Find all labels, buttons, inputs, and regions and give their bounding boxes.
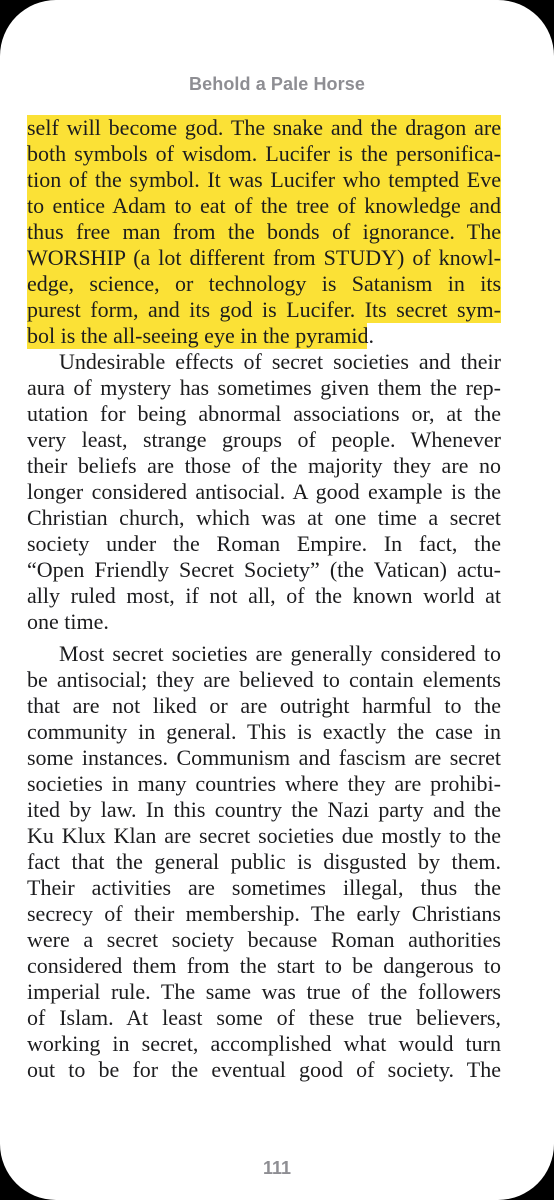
- text-line: one time.: [27, 609, 109, 634]
- text-line: Their activities are sometimes illegal, thus the: [27, 875, 501, 900]
- highlighted-passage-end[interactable]: [27, 323, 375, 349]
- highlighted-passage[interactable]: [27, 115, 501, 323]
- text-line: aura of mystery has sometimes given them the rep-: [27, 375, 501, 400]
- text-line: ited by law. In this country the Nazi party and the: [27, 797, 501, 822]
- text-line: of Islam. At least some of these true believers,: [27, 1005, 501, 1030]
- text-line: WORSHIP (a lot different from STUDY) of knowl-: [27, 245, 501, 270]
- text-line: Christian church, which was at one time a secret: [27, 505, 501, 530]
- text-line: Undesirable effects of secret societies and their: [59, 349, 501, 374]
- paragraph: [27, 641, 501, 1083]
- text-line: secrecy of their membership. The early Christians: [27, 901, 501, 926]
- text-line: self will become god. The snake and the dragon are: [27, 115, 501, 140]
- text-line: purest form, and its god is Lucifer. Its secret sym-: [27, 297, 501, 322]
- text-line: edge, science, or technology is Satanism in its: [27, 271, 501, 296]
- text-line: out to be for the eventual good of society. The: [27, 1057, 501, 1082]
- text-line: thus free man from the bonds of ignorance. The: [27, 219, 501, 244]
- text-line: ally ruled most, if not all, of the known world at: [27, 583, 501, 608]
- text-line: their beliefs are those of the majority they are no: [27, 453, 501, 478]
- text-line: very least, strange groups of people. Whenever: [27, 427, 501, 452]
- text-line: tion of the symbol. It was Lucifer who tempted Eve: [27, 167, 501, 192]
- text-line: community in general. This is exactly the case in: [27, 719, 501, 744]
- text-line: societies in many countries where they are prohibi-: [27, 771, 501, 796]
- text-line: “Open Friendly Secret Society” (the Vatican) actu-: [27, 557, 501, 582]
- book-title: Behold a Pale Horse: [189, 74, 365, 94]
- text-line: imperial rule. The same was true of the followers: [27, 979, 501, 1004]
- text-line: fact that the general public is disgusted by them.: [27, 849, 501, 874]
- page-number: 111: [262, 1158, 292, 1178]
- text-line: society under the Roman Empire. In fact, the: [27, 531, 501, 556]
- text-line: Ku Klux Klan are secret societies due mostly to the: [27, 823, 501, 848]
- text-line: to entice Adam to eat of the tree of knowledge and: [27, 193, 501, 218]
- text-line: both symbols of wisdom. Lucifer is the personifica-: [27, 141, 501, 166]
- text-line: working in secret, accomplished what would turn: [27, 1031, 501, 1056]
- text-line: some instances. Communism and fascism are secret: [27, 745, 501, 770]
- text-line: Most secret societies are generally considered to: [59, 641, 501, 666]
- text-line: longer considered antisocial. A good example is the: [27, 479, 501, 504]
- page-text[interactable]: [27, 115, 501, 1083]
- text-line: that are not liked or are outright harmful to the: [27, 693, 501, 718]
- text-line: considered them from the start to be dangerous to: [27, 953, 501, 978]
- text-line: be antisocial; they are believed to contain elements: [27, 667, 501, 692]
- text-line: bol is the all-seeing eye in the pyramid.: [27, 323, 375, 348]
- paragraph: [27, 349, 501, 635]
- text-line: were a secret society because Roman authorities: [27, 927, 501, 952]
- text-line: utation for being abnormal associations or, at the: [27, 401, 501, 426]
